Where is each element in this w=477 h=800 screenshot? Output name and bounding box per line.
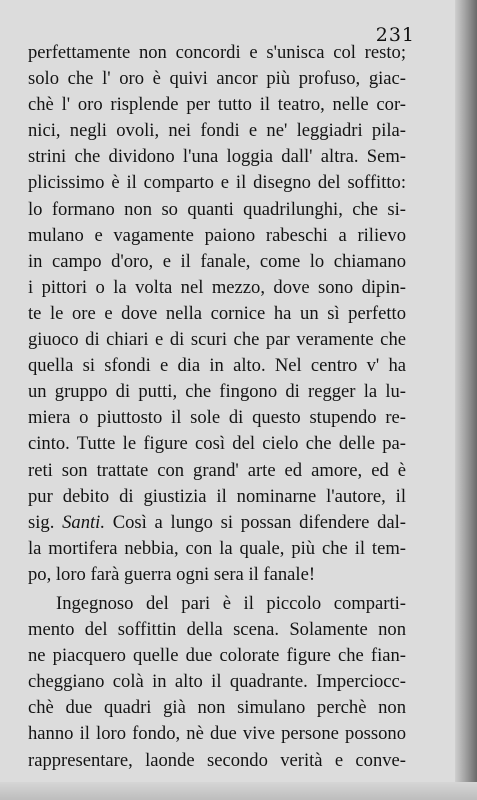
text-line: pur debito di giustizia il nominarne l'autore, il <box>28 485 406 507</box>
text-line: chè l' oro risplende per tutto il teatro, nelle cor- <box>28 94 406 116</box>
page-edge <box>455 0 477 800</box>
text-fragment: sig. <box>28 511 63 533</box>
text-line: rappresentare, laonde secondo verità e conve- <box>28 749 406 771</box>
text-line: perfettamente non concordi e s'unisca col resto; <box>28 42 406 63</box>
text-line: chè due quadri già non simulano perchè non <box>28 697 406 719</box>
text-line-with-name <box>28 510 406 536</box>
text-line: la mortifera nebbia, con la quale, più che il tem- <box>28 537 406 559</box>
page-bottom-margin <box>0 782 477 800</box>
text-fragment: Così a lungo si possan difendere dal- <box>104 511 406 533</box>
text-line: ne piacquero quelle due colorate figure che fian- <box>28 645 406 667</box>
text-line: hanno il loro fondo, nè due vive persone possono <box>28 723 406 745</box>
text-line: i pittori o la volta nel mezzo, dove sono dipin- <box>28 276 406 298</box>
text-line: plicissimo è il comparto e il disegno del soffitto: <box>28 172 406 194</box>
text-line: strini che dividono l'una loggia dall' altra. Sem- <box>28 146 406 168</box>
text-line: nici, negli ovoli, nei fondi e ne' leggiadri pila- <box>28 120 406 142</box>
text-line: po, loro farà guerra ogni sera il fanale! <box>28 563 316 585</box>
page-number: 231 <box>375 24 415 46</box>
text-line: mulano e vagamente paiono rabeschi a rilievo <box>28 224 406 246</box>
text-line: miera o piuttosto il sole di questo stupendo re- <box>28 407 406 429</box>
text-line: cinto. Tutte le figure così del cielo che delle pa- <box>28 433 406 455</box>
text-line: in campo d'oro, e il fanale, come lo chiamano <box>28 250 406 272</box>
text-line: Ingegnoso del pari è il piccolo comparti- <box>56 592 406 614</box>
artist-name: Santi. <box>62 511 105 533</box>
text-line: quella si sfondi e dia in alto. Nel centro v' ha <box>28 355 406 377</box>
text-line: te le ore e dove nella cornice ha un sì perfetto <box>28 302 406 324</box>
text-line: reti son trattate con grand' arte ed amore, ed è <box>28 459 406 481</box>
text-line: mento del soffittin della scena. Solamente non <box>28 619 406 641</box>
text-line: cheggiano colà in alto il quadrante. Imperciocc- <box>28 671 406 693</box>
body-text <box>28 40 406 774</box>
text-line: giuoco di chiari e di scuri che par veramente che <box>28 329 406 351</box>
text-line: un gruppo di putti, che fingono di regger la lu- <box>28 381 406 403</box>
text-line: solo che l' oro è quivi ancor più profuso, giac- <box>28 68 406 90</box>
text-line: lo formano non so quanti quadrilunghi, che si- <box>28 198 406 220</box>
